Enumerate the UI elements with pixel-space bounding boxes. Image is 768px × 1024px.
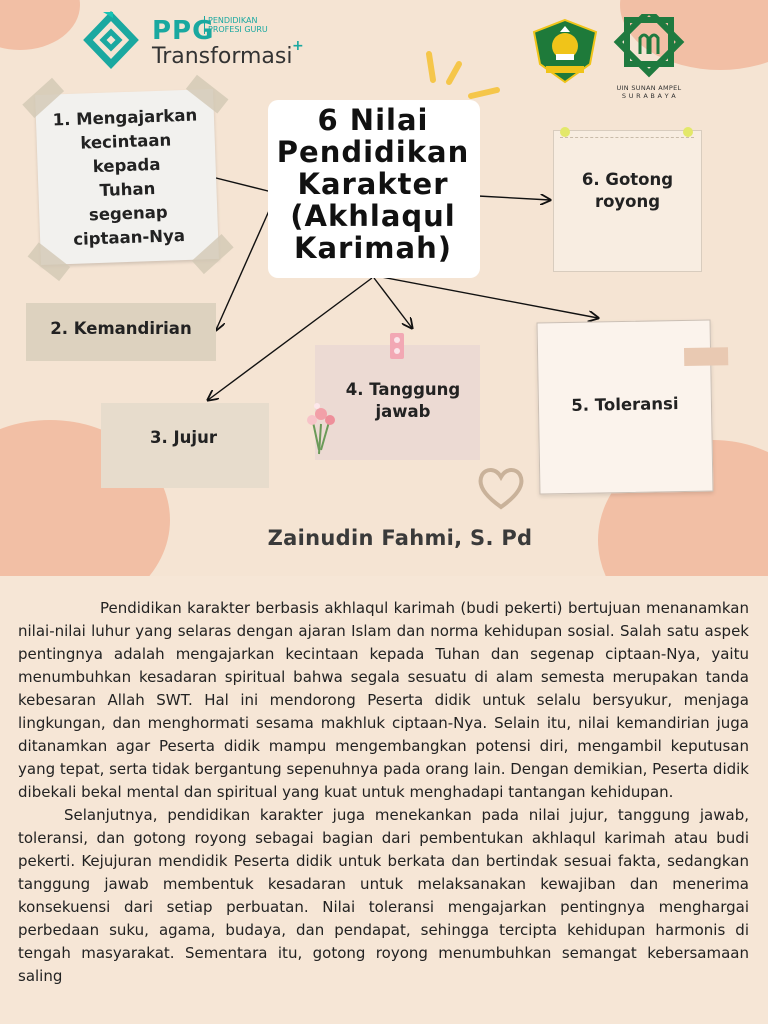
- value-card-1: [35, 89, 219, 265]
- author-name: Zainudin Fahmi, S. Pd: [267, 526, 533, 550]
- value-card-label-line: kepada: [92, 154, 161, 177]
- pin-icon: [683, 127, 693, 137]
- value-card-5: [537, 319, 714, 494]
- body-paragraph: Pendidikan karakter berbasis akhlaqul karimah (budi pekerti) bertujuan menanamkan nilai-nilai luhur yang selaras dengan ajaran Islam dan norma kehidupan sosial. Salah satu aspek pentingnya adalah mengajarkan kecintaan kepada Tuhan dan segenap ciptaan-Nya, yaitu menumbuhkan kesadaran spiritual bahwa segala sesuatu di alam semesta merupakan tanda kebesaran Allah SWT. Hal ini mendorong Peserta didik untuk selalu bersyukur, menjaga lingkungan, dan menghormati sesama makhluk ciptaan-Nya. Selain itu, nilai kemandirian juga ditanamkan agar Peserta didik mampu mengembangkan potensi diri, mengambil keputusan yang tepat, serta tidak bergantung sepenuhnya pada orang lain. Dengan demikian, Peserta didik dibekali bekal mental dan spiritual yang kuat untuk menghadapi tantangan kehidupan.: [18, 599, 749, 801]
- uinsa-name-line: UIN SUNAN AMPEL: [616, 84, 682, 92]
- heart-icon: [476, 465, 526, 511]
- plus-icon: +: [292, 38, 304, 54]
- value-card-label-line: 4. Tanggung: [345, 380, 461, 399]
- pink-tape-icon: [387, 331, 407, 361]
- value-card-label: 5. Toleransi: [571, 394, 679, 415]
- article-body: [18, 597, 749, 988]
- poster-title-line: Pendidikan: [276, 135, 470, 169]
- value-card-label: [36, 103, 219, 253]
- spiral-binding: [560, 127, 694, 138]
- value-card-label-line: ciptaan-Nya: [72, 226, 186, 249]
- poster-title: [262, 104, 484, 264]
- value-card-4: [315, 345, 480, 460]
- uinsa-city-line: S U R A B A Y A: [621, 92, 677, 100]
- poster-title-line: Karakter: [297, 167, 449, 201]
- value-card-6: [553, 130, 702, 272]
- value-card-label: 2. Kemandirian: [50, 319, 192, 338]
- value-card-2: [26, 303, 216, 361]
- body-paragraph: Selanjutnya, pendidikan karakter juga menekankan pada nilai jujur, tanggung jawab, toleransi, dan gotong royong sebagai bagian dari pembentukan akhlaqul karimah atau budi pekerti. Kejujuran mendidik Peserta didik untuk berkata dan bertindak sesuai fakta, sedangkan tanggung jawab membentuk kesadaran untuk melaksanakan kewajiban dan menerima konsekuensi dari setiap perbuatan. Nilai toleransi mengajarkan pentingnya menghargai perbedaan suku, agama, budaya, dan pendapat, sehingga tercipta kehidupan harmonis di tengah masyarakat. Sementara itu, gotong royong menumbuhkan semangat kebersamaan saling: [18, 806, 749, 985]
- pin-icon: [560, 127, 570, 137]
- value-card-label: 3. Jujur: [150, 428, 217, 447]
- ppg-subtitle-line: PROFESI GURU: [208, 25, 268, 34]
- value-card-3: [101, 403, 269, 488]
- value-card-label: [327, 379, 479, 423]
- tape-strip: [684, 347, 728, 366]
- poster-title-line: Karimah): [294, 231, 452, 265]
- ppg-subtitle-line: PENDIDIKAN: [208, 16, 258, 25]
- poster-title-line: 6 Nilai: [317, 103, 429, 137]
- value-card-label-line: royong: [594, 192, 661, 211]
- value-card-label-line: Tuhan: [99, 179, 156, 200]
- ppg-tagline: Transformasi: [152, 44, 293, 69]
- value-card-label-line: segenap: [88, 202, 168, 225]
- value-card-label: [554, 169, 701, 213]
- value-card-label-line: 6. Gotong: [581, 170, 674, 189]
- poster-title-line: (Akhlaqul: [290, 199, 456, 233]
- ppg-word: PPG: [152, 16, 215, 46]
- value-card-label-line: kecintaan: [80, 130, 172, 153]
- value-card-label-line: 1. Mengajarkan: [52, 105, 198, 130]
- value-card-label-line: jawab: [375, 402, 431, 421]
